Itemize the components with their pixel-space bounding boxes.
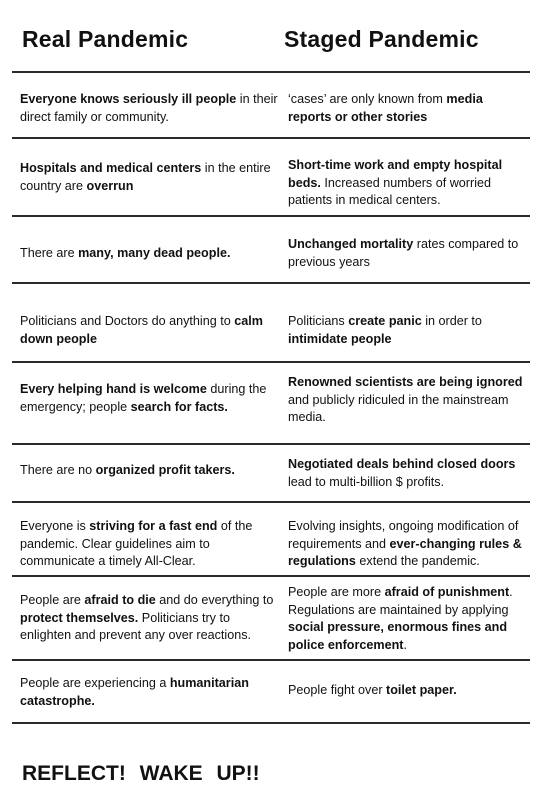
real-pandemic-cell [20,592,278,645]
bold-text: Renowned scientists are being ignored [288,375,523,389]
real-pandemic-cell [20,675,278,710]
real-pandemic-heading: Real Pandemic [22,26,189,52]
staged-pandemic-cell [288,584,528,654]
bold-text: afraid to die [84,593,156,607]
column-headers [0,26,542,58]
bold-text: social pressure, enormous fines and police enforcement [288,620,508,652]
staged-pandemic-cell [288,518,528,571]
footer-slogan: REFLECT! WAKE UP!! [22,762,260,785]
bold-text: humanitarian catastrophe. [20,676,249,708]
text: in order to [421,314,482,328]
row-divider [12,722,530,724]
text: in their direct family or community. [20,92,278,124]
text: . Regulations are maintained by applying [288,585,513,617]
bold-text: media reports or other stories [288,92,483,124]
bold-text: intimidate people [288,331,392,346]
staged-pandemic-cell [288,91,528,126]
bold-text: overrun [86,178,134,193]
bold-text: striving for a fast end [89,519,218,533]
row-divider [12,575,530,577]
text: Politicians [288,314,349,328]
staged-pandemic-heading: Staged Pandemic [284,26,479,52]
bold-text: Hospitals and medical centers [20,161,202,175]
bold-text: Everyone knows seriously ill people [20,92,237,106]
text: extend the pandemic. [355,554,480,568]
text: during the emergency; people [20,382,267,414]
text: People are more [288,585,385,599]
row-divider [12,443,530,445]
text: People are [20,593,85,607]
text: There are no [20,463,96,477]
bold-text: Unchanged mortality [288,237,414,251]
text: There are [20,246,79,260]
row-divider [12,501,530,503]
text: and publicly ridiculed in the mainstream media. [288,392,509,424]
bold-text: calm down people [20,314,263,346]
text: Increased numbers of worried patients in medical centers. [288,175,492,207]
staged-pandemic-cell [288,456,528,491]
text: People are experiencing a [20,676,170,690]
row-divider [12,137,530,139]
bold-text: ever-changing rules & regulations [288,536,522,568]
bold-text: toilet paper. [386,683,457,697]
bold-text: create panic [348,314,422,328]
staged-pandemic-cell [288,682,528,700]
real-pandemic-cell [20,91,278,126]
text: ‘cases’ are only known from [288,92,447,106]
row-divider [12,659,530,661]
text: People fight over [288,683,387,697]
staged-pandemic-cell [288,157,528,210]
text: rates compared to previous years [288,237,519,269]
bold-text: afraid of punishment [384,585,510,599]
text: of the pandemic. Clear guidelines aim to communicate a timely All-Clear. [20,519,253,568]
bold-text: protect themselves. [20,610,139,625]
bold-text: many, many dead people. [78,246,231,260]
real-pandemic-cell [20,313,278,348]
text: lead to multi-billion $ profits. [288,474,445,489]
text: in the entire country are [20,161,271,193]
staged-pandemic-cell [288,236,528,271]
text: Everyone is [20,519,90,533]
text: Politicians try to enlighten and prevent any over reactions. [20,610,252,642]
bold-text: Every helping hand is welcome [20,382,207,396]
row-divider [12,215,530,217]
bold-text: Short-time work and empty hospital beds. [288,158,503,190]
text: Evolving insights, ongoing modification of requirements and [288,519,519,551]
staged-pandemic-cell [288,313,528,348]
real-pandemic-cell [20,160,278,195]
row-divider [12,71,530,73]
bold-text: organized profit takers. [95,463,235,477]
real-pandemic-cell [20,381,278,416]
text: Politicians and Doctors do anything to [20,314,235,328]
real-pandemic-cell [20,462,278,480]
text: . [403,637,407,652]
bold-text: Negotiated deals behind closed doors [288,457,516,471]
real-pandemic-cell [20,245,278,263]
bold-text: search for facts. [130,399,228,414]
row-divider [12,282,530,284]
row-divider [12,361,530,363]
real-pandemic-cell [20,518,278,571]
staged-pandemic-cell [288,374,528,427]
text: and do everything to [155,593,274,607]
